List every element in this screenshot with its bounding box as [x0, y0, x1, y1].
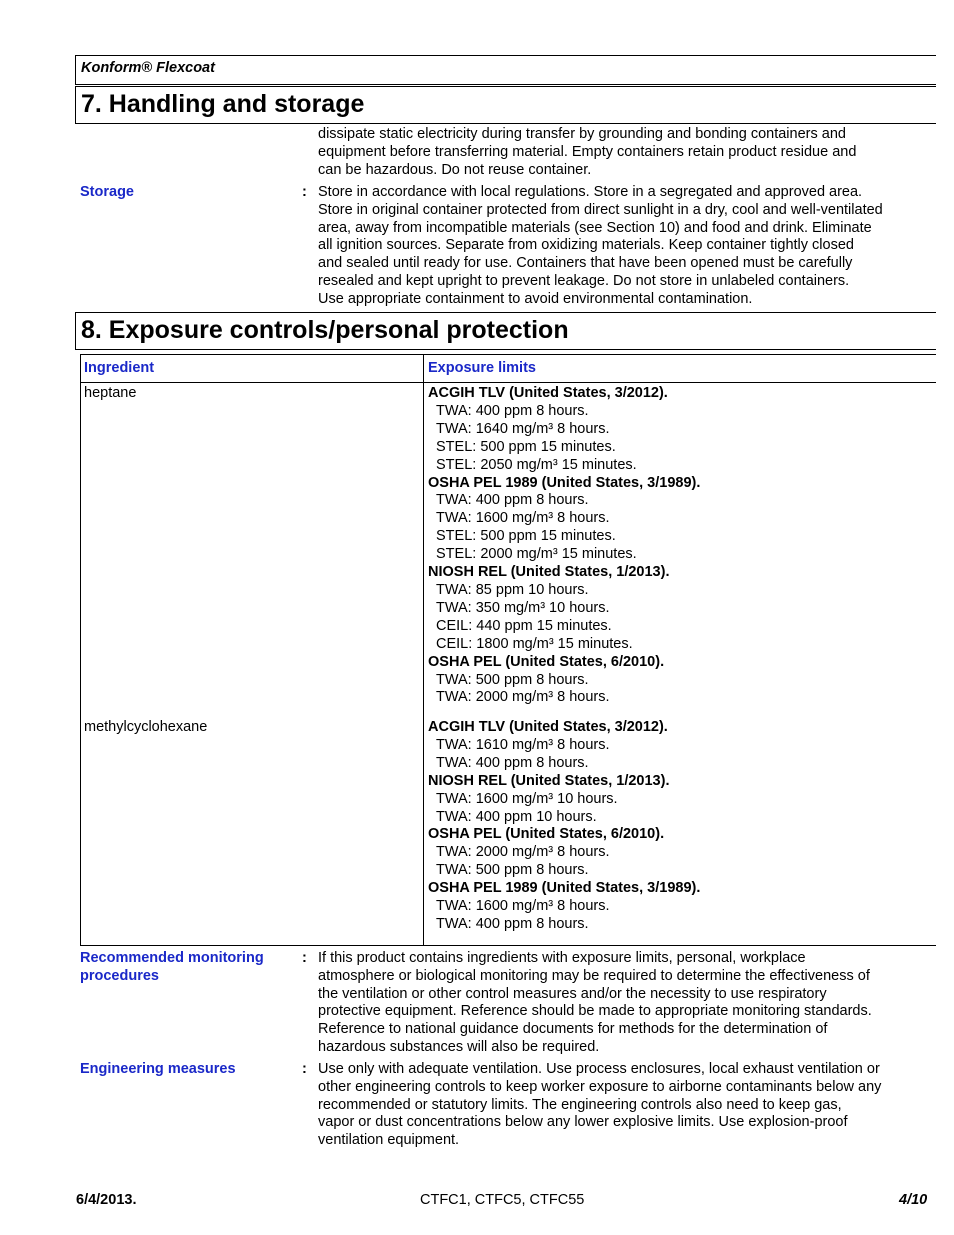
product-name: Konform® Flexcoat — [81, 60, 215, 76]
section-7-heading — [75, 86, 936, 124]
limit-organization: NIOSH REL (United States, 1/2013). — [428, 772, 670, 789]
limit-value: TWA: 1600 mg/m³ 10 hours. — [436, 790, 618, 807]
limit-value: TWA: 400 ppm 8 hours. — [436, 402, 589, 419]
limit-organization: ACGIH TLV (United States, 3/2012). — [428, 719, 668, 735]
limit-organization: OSHA PEL (United States, 6/2010). — [428, 826, 665, 843]
limit-value: TWA: 1600 mg/m³ 8 hours. — [436, 510, 610, 527]
limit-organization: OSHA PEL (United States, 6/2010). — [428, 653, 665, 670]
table-row-ingredient: heptane — [84, 385, 137, 401]
table-row-ingredient: methylcyclohexane — [84, 719, 208, 735]
column-header-ingredient: Ingredient — [84, 360, 155, 376]
section-8-heading — [75, 312, 936, 350]
engineering-label: Engineering measures — [80, 1061, 236, 1077]
limit-value: TWA: 85 ppm 10 hours. — [436, 581, 589, 598]
storage-text: Store in accordance with local regulations. Store in a segregated and approved area. Store in original container protected from direct sunlight in a dry, cool and well-ventilated area, away from incompatible materials (see Section 10) and food and drink. Eliminate all ignition sources. Separate from oxidizing materials. Keep container tightly closed and sealed until ready for use. Containers that have been opened must be carefully resealed and kept upright to prevent leakage. Do not store in unlabeled containers. Use appropriate containment to avoid environmental contamination. — [318, 184, 883, 307]
section-8-title: 8. Exposure controls/personal protection — [81, 316, 569, 344]
limit-value: TWA: 500 ppm 8 hours. — [436, 671, 589, 688]
limit-organization: ACGIH TLV (United States, 3/2012). — [428, 385, 668, 401]
limit-organization: OSHA PEL 1989 (United States, 3/1989). — [428, 474, 701, 491]
limit-value: TWA: 1640 mg/m³ 8 hours. — [436, 420, 610, 437]
monitoring-label: Recommended monitoring procedures — [80, 950, 264, 984]
limit-organization: OSHA PEL 1989 (United States, 3/1989). — [428, 880, 701, 897]
engineering-text: Use only with adequate ventilation. Use process enclosures, local exhaust ventilation or other engineering controls to keep worker exposure to airborne contaminants below any recommended or statutory limits. The engineering controls also need to keep gas, vapor or dust concentrations below any lower explosive limits. Use explosion-proof ventilation equipment. — [318, 1061, 882, 1149]
section-7-title: 7. Handling and storage — [81, 90, 365, 118]
limit-value: TWA: 400 ppm 8 hours. — [436, 754, 589, 771]
limit-organization: NIOSH REL (United States, 1/2013). — [428, 564, 670, 581]
table-row-limits — [428, 719, 928, 934]
section-7-continued-text: dissipate static electricity during transfer by grounding and bonding containers and equipment before transferring material. Empty containers retain product residue and can be hazardous. Do not reuse container. — [318, 126, 857, 178]
table-row-limits — [428, 385, 928, 707]
table-column-divider — [423, 355, 424, 945]
exposure-limits-table — [80, 354, 936, 946]
limit-value: TWA: 400 ppm 8 hours. — [436, 492, 589, 509]
footer-date: 6/4/2013. — [76, 1192, 137, 1208]
limit-value: TWA: 400 ppm 8 hours. — [436, 915, 589, 932]
storage-colon: : — [302, 184, 307, 200]
limit-value: CEIL: 440 ppm 15 minutes. — [436, 617, 612, 634]
table-header-divider — [81, 382, 936, 383]
limit-value: TWA: 500 ppm 8 hours. — [436, 862, 589, 879]
limit-value: CEIL: 1800 mg/m³ 15 minutes. — [436, 635, 633, 652]
storage-label: Storage — [80, 184, 134, 200]
footer-product-codes: CTFC1, CTFC5, CTFC55 — [420, 1192, 585, 1208]
monitoring-colon: : — [302, 950, 307, 966]
limit-value: TWA: 1610 mg/m³ 8 hours. — [436, 736, 610, 753]
limit-value: TWA: 350 mg/m³ 10 hours. — [436, 599, 610, 616]
limit-value: STEL: 2000 mg/m³ 15 minutes. — [436, 546, 637, 563]
limit-value: TWA: 2000 mg/m³ 8 hours. — [436, 689, 610, 706]
limit-value: STEL: 2050 mg/m³ 15 minutes. — [436, 456, 637, 473]
limit-value: TWA: 1600 mg/m³ 8 hours. — [436, 898, 610, 915]
footer-page-number: 4/10 — [899, 1192, 928, 1208]
limit-value: TWA: 400 ppm 10 hours. — [436, 808, 597, 825]
limit-value: STEL: 500 ppm 15 minutes. — [436, 438, 616, 455]
engineering-colon: : — [302, 1061, 307, 1077]
limit-value: STEL: 500 ppm 15 minutes. — [436, 528, 616, 545]
column-header-exposure-limits: Exposure limits — [428, 360, 536, 376]
monitoring-text: If this product contains ingredients with exposure limits, personal, workplace atmosphere or biological monitoring may be required to determine the effectiveness of the ventilation or other control measures and/or the necessity to use respiratory protective equipment. Reference should be made to appropriate monitoring standards. Reference to national guidance documents for methods for the determination of hazardous substances will also be required. — [318, 950, 872, 1055]
limit-value: TWA: 2000 mg/m³ 8 hours. — [436, 844, 610, 861]
document-header — [75, 55, 936, 85]
